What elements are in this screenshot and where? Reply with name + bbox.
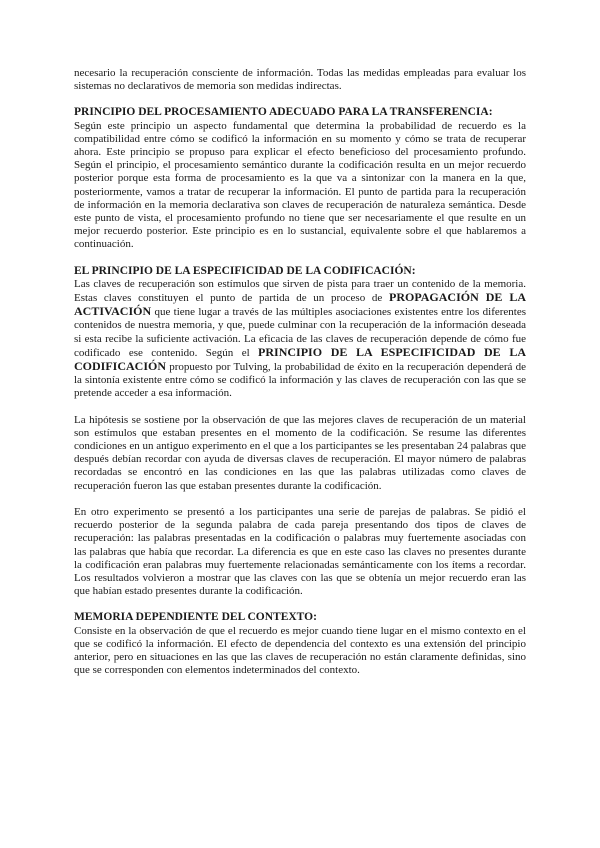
section-paragraph-claves [74, 278, 526, 401]
section-paragraph-experimento: En otro experimento se presentó a los participantes una serie de parejas de palabras. Se pidió el recuerdo posterior de la segunda palabra de cada pareja presentando dos tipos de claves de recuperación: las palabras presentadas en la codificación o palabras muy fuertemente asociadas con las palabras que había que recordar. La diferencia es que en este caso las claves no presentes durante la codificación eran palabras muy fuertemente relacionadas semánticamente con los ítems a recordar. Los resultados volvieron a mostrar que las claves con las que se obtenía un mejor recuerdo eran las que habían estado presentes durante la codificación. [74, 505, 526, 598]
spacer [74, 401, 526, 414]
spacer [74, 598, 526, 611]
intro-paragraph: necesario la recuperación consciente de información. Todas las medidas empleadas para evaluar los sistemas no declarativos de memoria son medidas indirectas. [74, 67, 526, 93]
spacer [74, 252, 526, 265]
emphasis-propagacion: PROPAGACIÓN DE LA ACTIVACIÓN [74, 290, 526, 319]
spacer [74, 493, 526, 506]
section-heading-especificidad: EL PRINCIPIO DE LA ESPECIFICIDAD DE LA CODIFICACIÓN: [74, 264, 416, 277]
section-heading-contexto: MEMORIA DEPENDIENTE DEL CONTEXTO: [74, 611, 317, 624]
section-paragraph-hipotesis: La hipótesis se sostiene por la observación de que las mejores claves de recuperación de un material son estímulos que estaban presentes en el momento de la codificación. Se resume las diferentes condiciones en un antiguo experimento en el que a los participantes se les presentaban 24 palabras que después debían recordar con ayuda de diversas claves de recuperación. El mayor número de palabras recordadas se encontró en las condiciones en las que las palabras utilizadas como claves de recuperación fueron las que estaban presentes durante la codificación. [74, 413, 526, 492]
paragraph-text: propuesto por Tulving, la probabilidad de éxito en la recuperación dependerá de la sintonía existente entre cómo se codificó la información y las claves de recuperación con las que se pretende acceder a esa información. [74, 361, 526, 400]
spacer [74, 93, 526, 106]
document-page [74, 67, 526, 677]
section-body-contexto: Consiste en la observación de que el recuerdo es mejor cuando tiene lugar en el mismo contexto en el que se codificó la información. El efecto de dependencia del contexto es una extensión del principio anterior, pero en situaciones en las que las claves de recuperación no están claramente definidas, sino que se corresponden con elementos indeterminados del contexto. [74, 624, 526, 677]
paragraph-text: que tiene lugar a través de las múltiples asociaciones existentes entre los diferentes contenidos de nuestra memoria, y que, puede culminar con la recuperación de la información deseada si esta recibe la suficiente activación. La eficacia de las claves de recuperación depende de cómo fue codificado ese contenido. Según el [74, 306, 526, 359]
section-heading-transferencia: PRINCIPIO DEL PROCESAMIENTO ADECUADO PARA LA TRANSFERENCIA: [74, 106, 493, 119]
section-body-transferencia: Según este principio un aspecto fundamental que determina la probabilidad de recuerdo es la compatibilidad entre cómo se codificó la información en su momento y cómo se trata de recuperar ahora. Este principio se propuso para explicar el efecto beneficioso del procesamiento profundo. Según el principio, el procesamiento semántico durante la codificación resulta en un mejor recuerdo posterior porque esta forma de procesamiento es la que va a sintonizar con la manera en la que, posteriormente, vamos a tratar de recuperar la información. El punto de partida para la recuperación de información en la memoria declarativa son claves de recuperación de naturaleza semántica. Desde este punto de vista, el procesamiento profundo no tiene que ser necesariamente el que resulte en un mejor recuerdo posterior. Este principio es en lo sustancial, equivalente sobre el que hablaremos a continuación. [74, 119, 526, 251]
emphasis-principio: PRINCIPIO DE LA ESPECIFICIDAD DE LA CODIFICACIÓN [74, 344, 526, 374]
paragraph-text: Las claves de recuperación son estímulos que sirven de pista para traer un contenido de la memoria. Estas claves constituyen el punto de partida de un proceso de [74, 277, 526, 305]
